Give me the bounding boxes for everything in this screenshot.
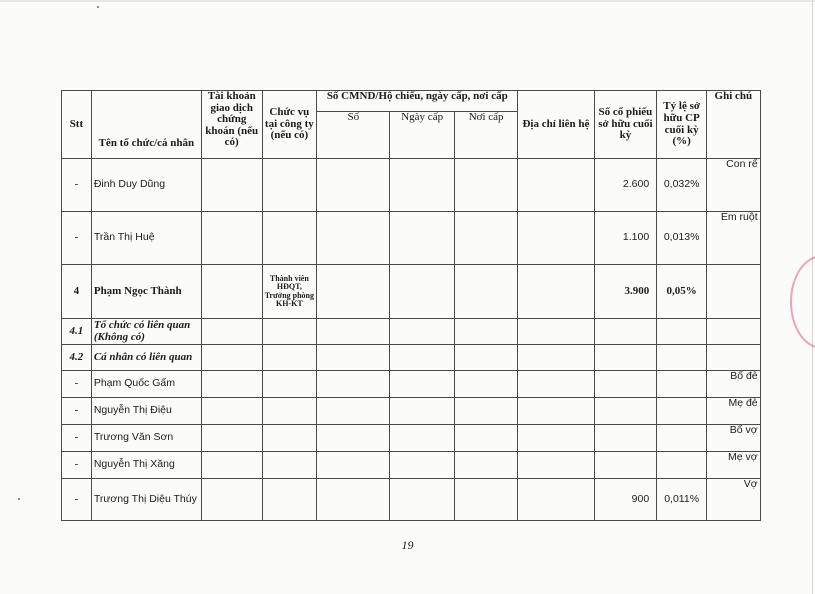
scan-speck [97, 6, 99, 8]
header-id-date: Ngày cấp [390, 112, 455, 159]
cell-ratio: 0,032% [657, 159, 707, 212]
cell-note: Vợ [707, 479, 761, 521]
cell-ratio: 0,013% [657, 212, 707, 265]
cell-name: Đinh Duy Dũng [91, 159, 201, 212]
cell-stt: - [62, 212, 92, 265]
cell-note: Con rể [707, 159, 761, 212]
cell-name: Nguyễn Thị Xăng [91, 452, 201, 479]
cell-shares: 1.100 [594, 212, 657, 265]
cell-name: Trần Thị Huệ [91, 212, 201, 265]
table-row [62, 265, 815, 319]
cell-stt: - [62, 371, 92, 398]
scan-edge [0, 0, 815, 2]
header-id-no: Số [317, 112, 390, 159]
cell-name: Nguyễn Thị Điệu [91, 398, 201, 425]
header-id-place: Nơi cấp [454, 112, 517, 159]
cell-note: Em ruột [707, 212, 761, 265]
cell-stt: - [62, 479, 92, 521]
cell-shares: 3.900 [594, 265, 657, 319]
cell-stt: 4 [62, 265, 92, 319]
header-account: Tài khoản giao dịch chứng khoán (nếu có) [201, 91, 262, 159]
cell-note: Mẹ đẻ [707, 398, 761, 425]
header-address: Địa chỉ liên hệ [518, 91, 594, 159]
header-shares: Số cổ phiếu sở hữu cuối kỳ [594, 91, 657, 159]
table-row [62, 371, 815, 398]
table-row [62, 345, 815, 371]
cell-stt: - [62, 425, 92, 452]
header-id-group: Số CMND/Hộ chiếu, ngày cấp, nơi cấp [317, 91, 518, 112]
header-position: Chức vụ tại công ty (nếu có) [262, 91, 317, 159]
header-note: Ghi chú [707, 91, 761, 159]
cell-ratio: 0,011% [657, 479, 707, 521]
cell-note: Bố vợ [707, 425, 761, 452]
table-row [62, 479, 815, 521]
scan-speck [18, 498, 20, 500]
cell-name: Cá nhân có liên quan [91, 345, 201, 371]
table-row [62, 319, 815, 345]
table-row [62, 425, 815, 452]
cell-name: Trương Thị Diệu Thúy [91, 479, 201, 521]
cell-note: Mẹ vợ [707, 452, 761, 479]
header-name: Tên tổ chức/cá nhân [91, 91, 201, 159]
cell-name: Tổ chức có liên quan (Không có) [91, 319, 201, 345]
cell-ratio: 0,05% [657, 265, 707, 319]
cell-stt: 4.1 [62, 319, 92, 345]
cell-stt: - [62, 159, 92, 212]
table-row [62, 212, 815, 265]
header-stt: Stt [62, 91, 92, 159]
table-row [62, 452, 815, 479]
table-row [62, 398, 815, 425]
cell-stt: - [62, 452, 92, 479]
page-number: 19 [401, 538, 414, 552]
header-ratio: Tỷ lệ sở hữu CP cuối kỳ (%) [657, 91, 707, 159]
cell-shares: 900 [594, 479, 657, 521]
cell-stt: 4.2 [62, 345, 92, 371]
cell-shares: 2.600 [594, 159, 657, 212]
cell-stt: - [62, 398, 92, 425]
related-persons-table [61, 90, 815, 521]
cell-name: Phạm Ngọc Thành [91, 265, 201, 319]
table-row [62, 159, 815, 212]
cell-note: Bố đẻ [707, 371, 761, 398]
cell-position: Thành viên HĐQT, Trưởng phòng KH-KT [262, 265, 317, 319]
cell-name: Trương Văn Sơn [91, 425, 201, 452]
cell-name: Phạm Quốc Gấm [91, 371, 201, 398]
